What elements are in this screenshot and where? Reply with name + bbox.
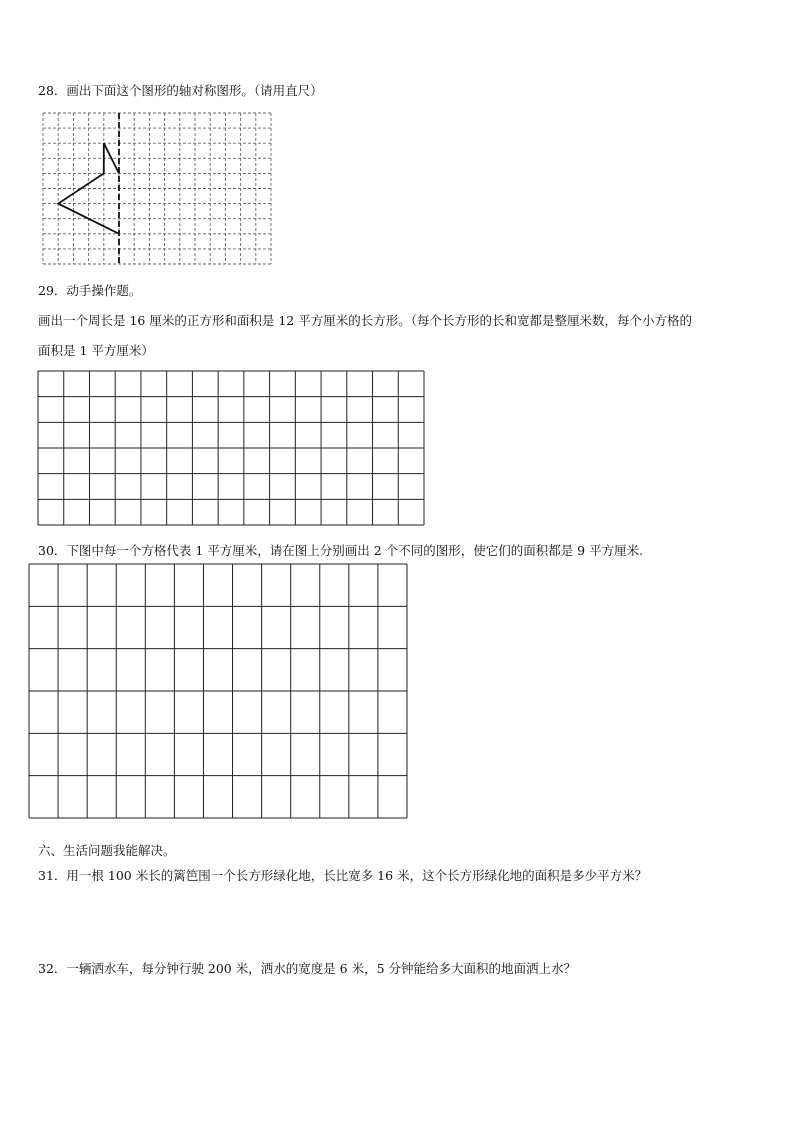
question-32: 32．一辆洒水车，每分钟行驶 200 米，洒水的宽度是 6 米，5 分钟能给多大面积的地面洒上水？ <box>38 961 577 976</box>
section-6-title: 六、生活问题我能解决。 <box>38 843 176 858</box>
question-28: 28．画出下面这个图形的轴对称图形。（请用直尺） <box>38 83 323 98</box>
question-29-instructions-line1: 画出一个周长是 16 厘米的正方形和面积是 12 平方厘米的长方形。（每个长方形的长和宽都是整厘米数，每个小方格的 <box>38 313 692 328</box>
question-29-instructions-line2: 面积是 1 平方厘米） <box>38 343 154 358</box>
question-31: 31．用一根 100 米长的篱笆围一个长方形绿化地，长比宽多 16 米，这个长方形绿化地的面积是多少平方米？ <box>38 868 648 883</box>
question-30: 30．下图中每一个方格代表 1 平方厘米，请在图上分别画出 2 个不同的图形，使它们的面积都是 9 平方厘米. <box>38 543 644 558</box>
question-29-title: 29．动手操作题。 <box>38 283 142 298</box>
